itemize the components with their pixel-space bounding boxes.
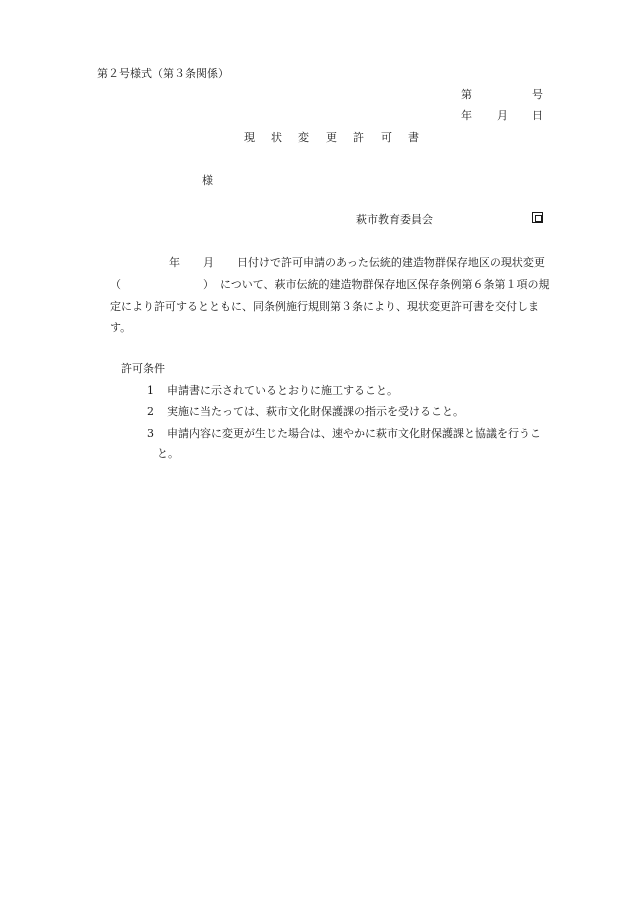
date-day: 日 bbox=[532, 109, 543, 122]
condition-text-continuation: と。 bbox=[157, 447, 179, 460]
body-open-paren: （ bbox=[110, 278, 121, 291]
condition-number: 1 bbox=[147, 384, 154, 397]
condition-number: 2 bbox=[147, 405, 154, 418]
condition-text: 申請内容に変更が生じた場合は、速やかに萩市文化財保護課と協議を行うこ bbox=[167, 427, 541, 440]
issuer-name: 萩市教育委員会 bbox=[356, 213, 433, 226]
title-char: 現 bbox=[244, 131, 255, 144]
form-label: 第２号様式（第３条関係） bbox=[97, 67, 229, 80]
body-close-paren: ） bbox=[203, 278, 214, 291]
body-month: 月 bbox=[203, 256, 214, 269]
title-char: 可 bbox=[381, 131, 392, 144]
title-char: 状 bbox=[271, 131, 282, 144]
title-char: 書 bbox=[408, 131, 419, 144]
body-year: 年 bbox=[169, 256, 180, 269]
title-char: 変 bbox=[298, 131, 309, 144]
seal-mark bbox=[532, 212, 543, 223]
date-year: 年 bbox=[461, 109, 472, 122]
body-line-3: 定により許可するとともに、同条例施行規則第３条により、現状変更許可書を交付しま bbox=[110, 300, 539, 313]
condition-text: 申請書に示されているとおりに施工すること。 bbox=[167, 384, 398, 397]
date-month: 月 bbox=[497, 109, 508, 122]
number-suffix: 号 bbox=[532, 88, 543, 101]
conditions-heading: 許可条件 bbox=[121, 362, 165, 375]
number-prefix: 第 bbox=[461, 88, 472, 101]
body-line-4: す。 bbox=[110, 321, 132, 334]
body-line-1: 日付けで許可申請のあった伝統的建造物群保存地区の現状変更 bbox=[237, 256, 545, 269]
recipient-suffix: 様 bbox=[202, 174, 213, 187]
title-char: 許 bbox=[353, 131, 364, 144]
title-char: 更 bbox=[326, 131, 337, 144]
body-line-2: について、萩市伝統的建造物群保存地区保存条例第６条第１項の規 bbox=[220, 278, 550, 291]
condition-text: 実施に当たっては、萩市文化財保護課の指示を受けること。 bbox=[167, 405, 464, 418]
condition-number: 3 bbox=[147, 427, 154, 440]
